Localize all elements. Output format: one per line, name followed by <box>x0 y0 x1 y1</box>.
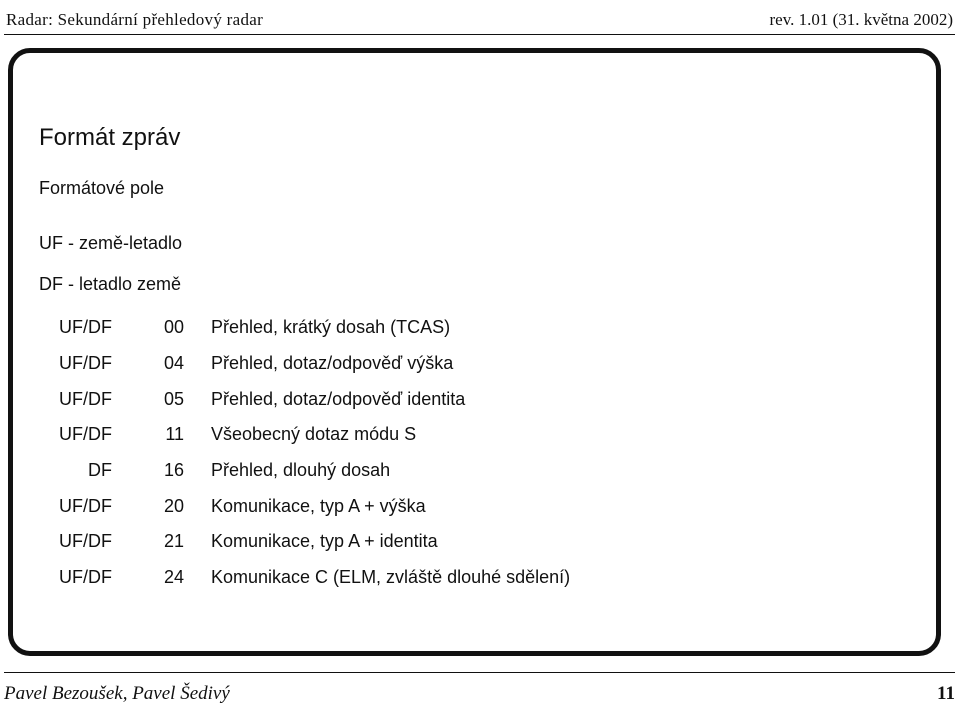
table-row <box>39 346 570 382</box>
direction-cell: UF/DF <box>59 353 112 374</box>
footer-authors: Pavel Bezoušek, Pavel Šedivý <box>4 683 230 704</box>
description-cell: Přehled, dotaz/odpověď výška <box>211 353 454 374</box>
code-cell: 21 <box>163 531 184 552</box>
code-cell: 16 <box>163 460 184 481</box>
page-number: 11 <box>937 683 955 704</box>
table-row <box>39 417 570 453</box>
table-row <box>39 310 570 346</box>
description-cell: Všeobecný dotaz módu S <box>211 424 417 445</box>
table-row <box>39 381 570 417</box>
direction-cell: UF/DF <box>59 531 112 552</box>
definition-uf: UF - země-letadlo <box>39 233 183 253</box>
code-cell: 00 <box>163 317 184 338</box>
description-cell: Přehled, krátký dosah (TCAS) <box>211 317 451 338</box>
table-row <box>39 560 570 596</box>
format-table <box>39 310 570 596</box>
code-cell: 05 <box>163 388 184 409</box>
code-cell: 04 <box>163 353 184 374</box>
direction-cell: DF <box>88 460 112 481</box>
slide-title: Formát zpráv <box>39 124 181 151</box>
table-row <box>39 524 570 560</box>
footer-rule <box>4 672 955 673</box>
description-cell: Komunikace, typ A + identita <box>211 531 438 552</box>
table-row <box>39 453 570 489</box>
description-cell: Komunikace, typ A + výška <box>211 495 426 516</box>
code-cell: 11 <box>165 424 184 445</box>
header-rule <box>4 34 955 35</box>
header-revision: rev. 1.01 (31. května 2002) <box>769 10 953 29</box>
direction-cell: UF/DF <box>59 317 112 338</box>
description-cell: Komunikace C (ELM, zvláště dlouhé sdělení) <box>211 567 571 588</box>
direction-cell: UF/DF <box>59 495 112 516</box>
definition-df: DF - letadlo země <box>39 274 182 294</box>
code-cell: 20 <box>163 495 184 516</box>
direction-cell: UF/DF <box>59 567 112 588</box>
description-cell: Přehled, dlouhý dosah <box>211 460 391 481</box>
description-cell: Přehled, dotaz/odpověď identita <box>211 388 466 409</box>
page-header <box>4 0 955 30</box>
direction-cell: UF/DF <box>59 388 112 409</box>
slide-subtitle: Formátové pole <box>39 178 165 198</box>
table-row <box>39 488 570 524</box>
code-cell: 24 <box>163 567 184 588</box>
direction-cell: UF/DF <box>59 424 112 445</box>
header-document-title: Radar: Sekundární přehledový radar <box>6 10 264 29</box>
